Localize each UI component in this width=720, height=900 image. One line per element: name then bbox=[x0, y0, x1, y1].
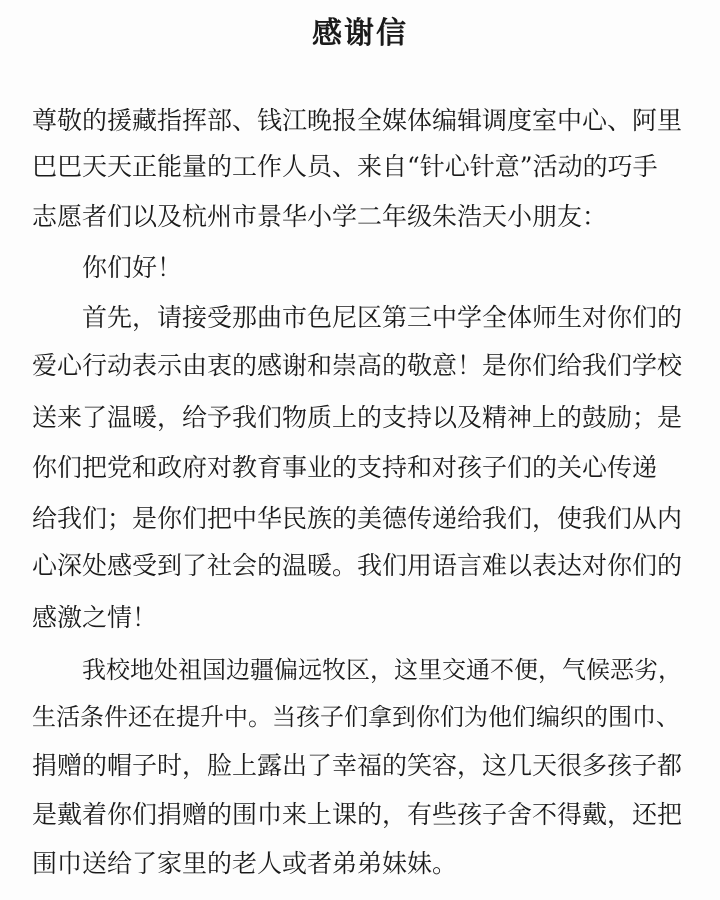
paragraph-1-line-7: 感激之情！ bbox=[32, 603, 158, 632]
salutation-line-1: 尊敬的援藏指挥部、钱江晚报全媒体编辑调度室中心、阿里 bbox=[32, 106, 683, 135]
paragraph-1-line-5: 给我们；是你们把中华民族的美德传递给我们，使我们从内 bbox=[32, 504, 683, 533]
paragraph-1-line-3: 送来了温暖，给予我们物质上的支持以及精神上的鼓励；是 bbox=[32, 403, 683, 432]
paragraph-1-line-2: 爱心行动表示由衷的感谢和崇高的敬意！是你们给我们学校 bbox=[32, 351, 683, 380]
paragraph-1-line-6: 心深处感受到了社会的温暖。我们用语言难以表达对你们的 bbox=[32, 551, 683, 580]
paragraph-2-line-2: 生活条件还在提升中。当孩子们拿到你们为他们编织的围巾、 bbox=[32, 703, 680, 731]
salutation-line-3: 志愿者们以及杭州市景华小学二年级朱浩天小朋友： bbox=[32, 202, 608, 231]
salutation-line-2: 巴巴天天正能量的工作人员、来自“针心针意”活动的巧手 bbox=[32, 152, 658, 181]
paragraph-2-line-3: 捐赠的帽子时，脸上露出了幸福的笑容，这几天很多孩子都 bbox=[32, 751, 683, 780]
paragraph-2-line-1: 我校地处祖国边疆偏远牧区，这里交通不便，气候恶劣， bbox=[82, 656, 682, 684]
paragraph-1-line-4: 你们把党和政府对教育事业的支持和对孩子们的关心传递 bbox=[32, 453, 658, 482]
paragraph-1-line-1: 首先，请接受那曲市色尼区第三中学全体师生对你们的 bbox=[82, 303, 683, 332]
letter-title: 感谢信 bbox=[312, 16, 408, 51]
paragraph-2-line-5: 围巾送给了家里的老人或者弟弟妹妹。 bbox=[32, 849, 458, 878]
paragraph-2-line-4: 是戴着你们捐赠的围巾来上课的，有些孩子舍不得戴，还把 bbox=[32, 800, 683, 829]
greeting-line: 你们好！ bbox=[82, 253, 183, 282]
